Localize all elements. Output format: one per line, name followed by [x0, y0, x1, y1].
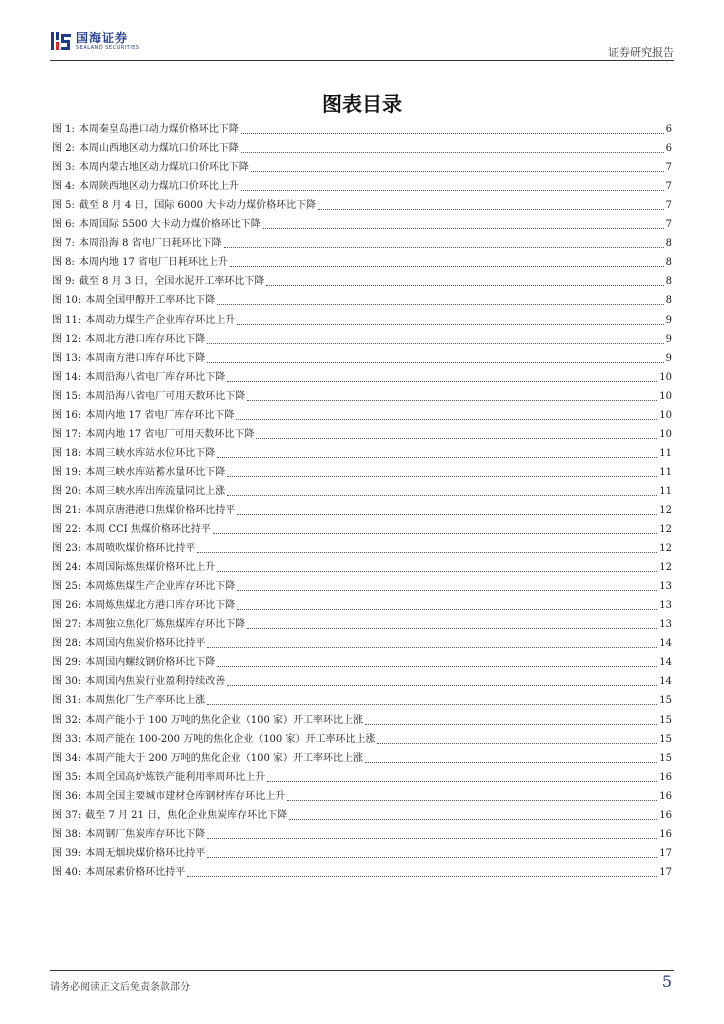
toc-entry-title: 本周独立焦化厂炼焦煤库存环比下降 [85, 619, 246, 631]
toc-entry-number: 图 34: [52, 752, 82, 764]
toc-entry-number: 图 9: [52, 276, 75, 288]
toc-entry-page: 15 [659, 752, 672, 764]
toc-dot-leader [230, 266, 664, 267]
toc-dot-leader [217, 457, 657, 458]
toc-entry[interactable] [52, 520, 672, 539]
toc-entry[interactable] [52, 368, 672, 387]
toc-entry-number: 图 39: [52, 847, 82, 859]
toc-dot-leader [197, 552, 657, 553]
toc-entry-number: 图 19: [52, 466, 82, 478]
toc-dot-leader [207, 838, 657, 839]
toc-entry[interactable] [52, 425, 672, 444]
toc-dot-leader [207, 343, 663, 344]
company-logo [50, 30, 140, 52]
toc-entry-page: 15 [659, 695, 672, 707]
toc-entry-title: 本周炼焦煤生产企业库存环比下降 [85, 581, 236, 593]
toc-entry-page: 16 [659, 828, 672, 840]
toc-entry[interactable] [52, 596, 672, 615]
logo-en-text: SEALAND SECURITIES [76, 44, 140, 51]
toc-entry-number: 图 32: [52, 714, 82, 726]
toc-dot-leader [217, 571, 657, 572]
toc-entry-page: 12 [659, 524, 672, 536]
toc-entry-page: 16 [659, 771, 672, 783]
toc-dot-leader [227, 685, 657, 686]
toc-dot-leader [207, 857, 657, 858]
toc-entry[interactable] [52, 387, 672, 406]
toc-entry-title: 截至 7 月 21 日，焦化企业焦炭库存环比下降 [85, 809, 288, 821]
toc-entry-number: 图 30: [52, 676, 82, 688]
toc-entry-page: 11 [659, 466, 672, 478]
toc-entry-title: 本周三峡水库出库流量同比上涨 [85, 485, 226, 497]
toc-entry-page: 6 [665, 124, 672, 136]
toc-entry-page: 13 [659, 600, 672, 612]
toc-entry-page: 7 [665, 181, 672, 193]
toc-entry-title: 本周国内焦炭价格环比持平 [85, 638, 206, 650]
toc-entry-title: 本周钢厂焦炭库存环比下降 [85, 828, 206, 840]
toc-dot-leader [266, 285, 663, 286]
toc-entry-title: 本周全国主要城市建材仓库钢材库存环比上升 [85, 790, 286, 802]
toc-entry[interactable] [52, 787, 672, 806]
toc-entry-title: 本周沿海 8 省电厂日耗环比下降 [78, 238, 222, 250]
toc-dot-leader [224, 247, 664, 248]
page-header [50, 30, 674, 60]
toc-entry-title: 本周陕西地区动力煤坑口价环比上升 [78, 181, 239, 193]
toc-entry[interactable] [52, 196, 672, 215]
toc-entry-page: 8 [665, 238, 672, 250]
toc-entry[interactable] [52, 330, 672, 349]
toc-entry-number: 图 20: [52, 485, 82, 497]
toc-entry[interactable] [52, 672, 672, 691]
toc-entry-title: 本周焦化厂生产率环比上涨 [85, 695, 206, 707]
toc-dot-leader [213, 533, 657, 534]
toc-entry[interactable] [52, 844, 672, 863]
toc-entry-title: 本周国际炼焦煤价格环比上升 [85, 562, 216, 574]
toc-dot-leader [263, 228, 664, 229]
toc-dot-leader [365, 762, 657, 763]
toc-entry-title: 本周产能小于 100 万吨的焦化企业（100 家）开工率环比上涨 [85, 714, 363, 726]
toc-dot-leader [217, 666, 657, 667]
toc-dot-leader [236, 419, 657, 420]
toc-dot-leader [217, 304, 663, 305]
toc-entry-title: 本周 CCI 焦煤价格环比持平 [85, 524, 211, 536]
toc-entry-page: 12 [659, 543, 672, 555]
toc-entry-number: 图 10: [52, 295, 82, 307]
table-of-figures [52, 120, 672, 882]
toc-entry-number: 图 21: [52, 504, 82, 516]
toc-dot-leader [241, 152, 664, 153]
toc-entry-number: 图 14: [52, 371, 82, 383]
toc-dot-leader [207, 704, 657, 705]
toc-entry-page: 17 [659, 866, 672, 878]
logo-mark-icon [50, 30, 72, 52]
toc-entry-title: 本周全国高炉炼铁产能利用率周环比上升 [85, 771, 266, 783]
toc-dot-leader [237, 514, 657, 515]
toc-dot-leader [227, 381, 657, 382]
toc-entry-title: 本周喷吹煤价格环比持平 [85, 543, 196, 555]
toc-entry-number: 图 26: [52, 600, 82, 612]
toc-dot-leader [207, 647, 657, 648]
toc-entry-title: 本周国内焦炭行业盈利持续改善 [85, 676, 226, 688]
toc-entry[interactable] [52, 272, 672, 291]
toc-entry-number: 图 5: [52, 200, 75, 212]
toc-entry[interactable] [52, 349, 672, 368]
toc-entry[interactable] [52, 177, 672, 196]
toc-entry[interactable] [52, 310, 672, 329]
toc-entry-number: 图 25: [52, 581, 82, 593]
toc-dot-leader [247, 628, 657, 629]
toc-entry[interactable] [52, 825, 672, 844]
document-type-label: 证券研究报告 [608, 46, 674, 59]
toc-entry-number: 图 15: [52, 390, 82, 402]
toc-entry-page: 14 [659, 676, 672, 688]
toc-entry-number: 图 17: [52, 428, 82, 440]
toc-entry-page: 15 [659, 733, 672, 745]
toc-entry-page: 17 [659, 847, 672, 859]
toc-entry[interactable] [52, 139, 672, 158]
toc-entry-number: 图 12: [52, 333, 82, 345]
toc-entry-title: 本周动力煤生产企业库存环比上升 [85, 314, 236, 326]
toc-entry-title: 本周内地 17 省电厂库存环比下降 [85, 409, 235, 421]
toc-dot-leader [207, 362, 663, 363]
toc-entry-number: 图 18: [52, 447, 82, 459]
toc-entry-title: 本周炼焦煤北方港口库存环比下降 [85, 600, 236, 612]
toc-entry-title: 本周国际 5500 大卡动力煤价格环比下降 [78, 219, 261, 231]
toc-entry-number: 图 7: [52, 238, 75, 250]
toc-entry[interactable] [52, 615, 672, 634]
toc-entry-title: 本周产能大于 200 万吨的焦化企业（100 家）开工率环比上涨 [85, 752, 363, 764]
toc-entry-title: 本周山西地区动力煤坑口价环比下降 [78, 143, 239, 155]
toc-entry[interactable] [52, 749, 672, 768]
toc-entry-title: 本周无烟块煤价格环比持平 [85, 847, 206, 859]
header-divider [50, 60, 674, 61]
toc-entry[interactable] [52, 634, 672, 653]
toc-entry[interactable] [52, 806, 672, 825]
toc-entry[interactable] [52, 710, 672, 729]
toc-entry-title: 本周内地 17 省电厂可用天数环比下降 [85, 428, 255, 440]
toc-dot-leader [318, 209, 663, 210]
toc-entry-page: 7 [665, 162, 672, 174]
toc-entry-number: 图 8: [52, 257, 75, 269]
toc-dot-leader [237, 324, 663, 325]
toc-entry-page: 13 [659, 581, 672, 593]
toc-dot-leader [365, 724, 657, 725]
toc-entry-page: 9 [665, 314, 672, 326]
toc-entry-page: 10 [659, 390, 672, 402]
toc-dot-leader [289, 819, 657, 820]
toc-entry-page: 11 [659, 485, 672, 497]
toc-dot-leader [251, 171, 664, 172]
toc-entry[interactable] [52, 691, 672, 710]
toc-entry[interactable] [52, 120, 672, 139]
toc-entry-number: 图 37: [52, 809, 82, 821]
logo-cn-text: 国海证券 [76, 30, 129, 45]
toc-entry-title: 本周内地 17 省电厂日耗环比上升 [78, 257, 229, 269]
toc-entry-number: 图 2: [52, 143, 75, 155]
toc-entry-page: 9 [665, 352, 672, 364]
toc-entry-page: 10 [659, 428, 672, 440]
toc-entry[interactable] [52, 482, 672, 501]
disclaimer-note: 请务必阅读正文后免责条款部分 [50, 982, 190, 993]
toc-entry[interactable] [52, 291, 672, 310]
toc-entry-number: 图 13: [52, 352, 82, 364]
toc-entry-title: 本周三峡水库站蓄水量环比下降 [85, 466, 226, 478]
toc-entry-page: 8 [665, 276, 672, 288]
toc-entry-number: 图 36: [52, 790, 82, 802]
toc-entry-number: 图 3: [52, 162, 75, 174]
toc-entry-page: 8 [665, 295, 672, 307]
toc-entry[interactable] [52, 215, 672, 234]
toc-dot-leader [241, 190, 664, 191]
toc-entry[interactable] [52, 863, 672, 882]
toc-entry-page: 13 [659, 619, 672, 631]
toc-entry-page: 12 [659, 562, 672, 574]
toc-dot-leader [237, 590, 657, 591]
toc-entry[interactable] [52, 463, 672, 482]
toc-dot-leader [267, 781, 657, 782]
toc-entry-number: 图 11: [52, 314, 82, 326]
toc-entry-title: 本周国内螺纹钢价格环比下降 [85, 657, 216, 669]
toc-entry[interactable] [52, 234, 672, 253]
toc-entry-title: 本周产能在 100-200 万吨的焦化企业（100 家）开工率环比上涨 [85, 733, 376, 745]
toc-dot-leader [237, 609, 657, 610]
toc-entry[interactable] [52, 558, 672, 577]
toc-dot-leader [227, 495, 657, 496]
toc-entry-number: 图 27: [52, 619, 82, 631]
toc-entry-title: 本周沿海八省电厂可用天数环比下降 [85, 390, 246, 402]
toc-entry[interactable] [52, 501, 672, 520]
toc-entry-number: 图 28: [52, 638, 82, 650]
toc-entry-page: 9 [665, 333, 672, 345]
toc-entry-number: 图 29: [52, 657, 82, 669]
toc-dot-leader [227, 476, 657, 477]
toc-entry-title: 本周北方港口库存环比下降 [85, 333, 206, 345]
page-number: 5 [661, 972, 672, 991]
footer-divider [50, 970, 674, 971]
toc-entry-title: 截至 8 月 4 日，国际 6000 大卡动力煤价格环比下降 [78, 200, 317, 212]
toc-entry-page: 7 [665, 219, 672, 231]
toc-dot-leader [247, 400, 657, 401]
toc-entry-title: 本周秦皇岛港口动力煤价格环比下降 [78, 124, 239, 136]
toc-entry[interactable] [52, 444, 672, 463]
toc-entry-page: 16 [659, 790, 672, 802]
toc-entry-number: 图 31: [52, 695, 82, 707]
toc-entry-number: 图 16: [52, 409, 82, 421]
toc-entry[interactable] [52, 253, 672, 272]
toc-entry-page: 16 [659, 809, 672, 821]
toc-entry-title: 本周内蒙古地区动力煤坑口价环比下降 [78, 162, 249, 174]
toc-entry-number: 图 1: [52, 124, 75, 136]
toc-entry-title: 本周沿海八省电厂库存环比下降 [85, 371, 226, 383]
toc-entry-title: 本周尿素价格环比持平 [85, 866, 186, 878]
toc-entry[interactable] [52, 158, 672, 177]
toc-entry-title: 本周全国甲醇开工率环比下降 [85, 295, 216, 307]
toc-entry[interactable] [52, 768, 672, 787]
toc-entry-page: 14 [659, 638, 672, 650]
toc-entry-page: 14 [659, 657, 672, 669]
toc-entry-title: 本周南方港口库存环比下降 [85, 352, 206, 364]
toc-entry-page: 10 [659, 409, 672, 421]
toc-entry-title: 截至 8 月 3 日，全国水泥开工率环比下降 [78, 276, 265, 288]
toc-entry-number: 图 38: [52, 828, 82, 840]
toc-entry-page: 10 [659, 371, 672, 383]
toc-entry-page: 6 [665, 143, 672, 155]
toc-dot-leader [287, 800, 657, 801]
toc-entry-page: 15 [659, 714, 672, 726]
toc-dot-leader [256, 438, 657, 439]
toc-entry-number: 图 4: [52, 181, 75, 193]
toc-entry[interactable] [52, 406, 672, 425]
page-title: 图表目录 [322, 92, 402, 116]
toc-entry-number: 图 40: [52, 866, 82, 878]
toc-dot-leader [241, 133, 664, 134]
toc-entry[interactable] [52, 653, 672, 672]
toc-dot-leader [377, 743, 657, 744]
toc-entry[interactable] [52, 730, 672, 749]
toc-entry-number: 图 33: [52, 733, 82, 745]
toc-entry-number: 图 23: [52, 543, 82, 555]
toc-entry-page: 11 [659, 447, 672, 459]
toc-entry-number: 图 24: [52, 562, 82, 574]
toc-entry-title: 本周京唐港港口焦煤价格环比持平 [85, 504, 236, 516]
toc-entry[interactable] [52, 577, 672, 596]
toc-entry-page: 7 [665, 200, 672, 212]
toc-entry-page: 12 [659, 504, 672, 516]
toc-entry-number: 图 6: [52, 219, 75, 231]
toc-entry-number: 图 35: [52, 771, 82, 783]
toc-entry-title: 本周三峡水库站水位环比下降 [85, 447, 216, 459]
toc-entry-number: 图 22: [52, 524, 82, 536]
toc-entry-page: 8 [665, 257, 672, 269]
toc-entry[interactable] [52, 539, 672, 558]
toc-dot-leader [187, 876, 657, 877]
